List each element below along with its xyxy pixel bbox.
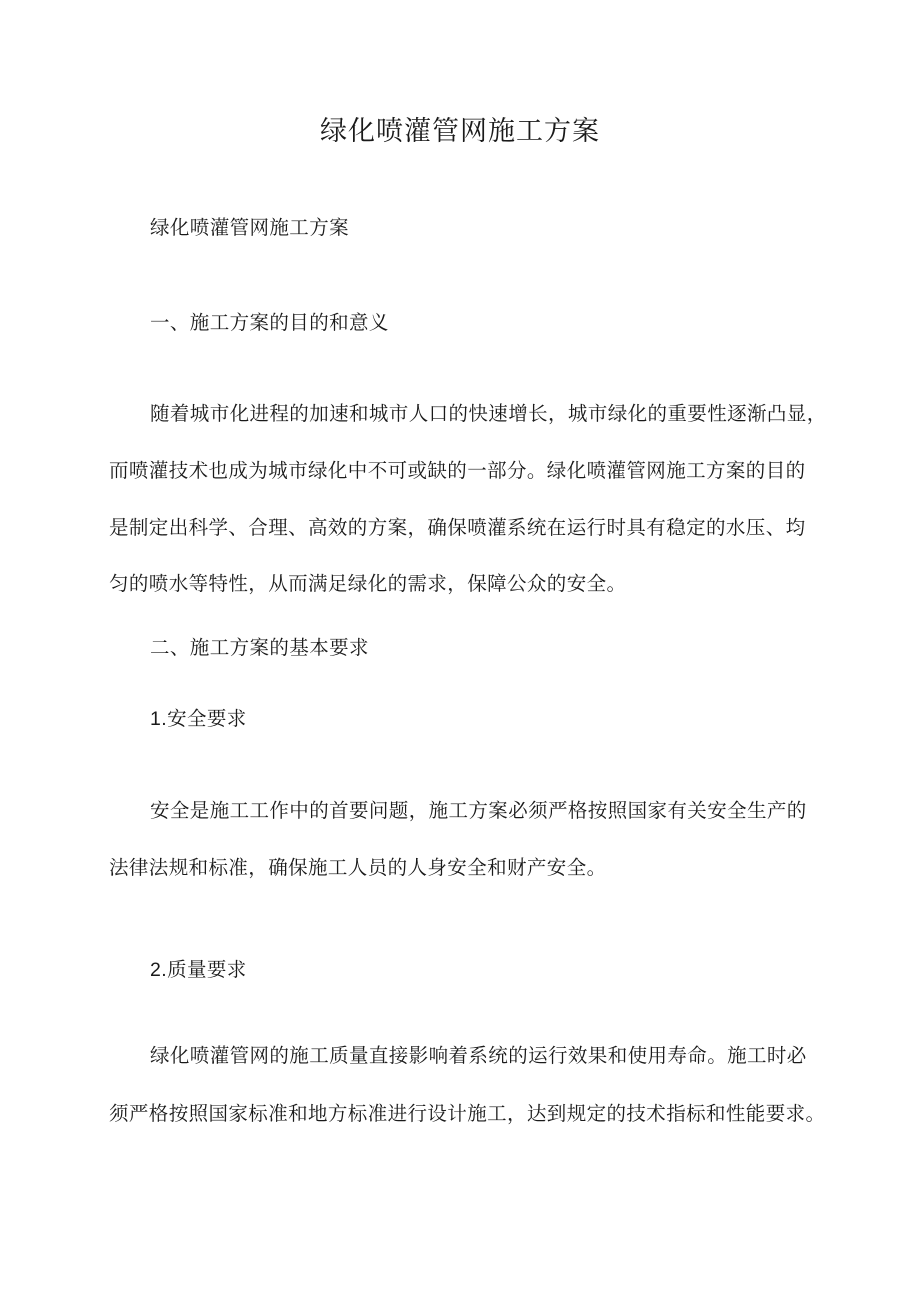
item-1-paragraph-line-2: 法律法规和标准，确保施工人员的人身安全和财产安全。 [109, 856, 607, 879]
item-1-heading [150, 704, 872, 734]
section-1-heading: 一、施工方案的目的和意义 [150, 311, 389, 334]
item-1-label: 安全要求 [167, 707, 247, 730]
item-2-label: 质量要求 [167, 958, 247, 981]
item-1-number: 1. [150, 708, 168, 730]
section-1-paragraph-line-1: 随着城市化进程的加速和城市人口的快速增长，城市绿化的重要性逐渐凸显， [150, 402, 827, 425]
section-1-paragraph-line-2: 而喷灌技术也成为城市绿化中不可或缺的一部分。绿化喷灌管网施工方案的目的 [109, 459, 806, 482]
item-2-paragraph-line-1: 绿化喷灌管网的施工质量直接影响着系统的运行效果和使用寿命。施工时必 [150, 1044, 807, 1067]
section-1-paragraph-line-4: 匀的喷水等特性，从而满足绿化的需求，保障公众的安全。 [109, 572, 627, 595]
item-2-number: 2. [150, 959, 168, 981]
item-2-heading [150, 955, 872, 985]
section-1-paragraph-line-3: 是制定出科学、合理、高效的方案，确保喷灌系统在运行时具有稳定的水压、均 [109, 516, 806, 539]
section-2-heading: 二、施工方案的基本要求 [150, 636, 369, 659]
document-title: 绿化喷灌管网施工方案 [320, 116, 600, 147]
item-1-paragraph-line-1: 安全是施工工作中的首要问题，施工方案必须严格按照国家有关安全生产的 [150, 799, 807, 822]
document-subtitle: 绿化喷灌管网施工方案 [150, 216, 350, 239]
item-2-paragraph-line-2: 须严格按照国家标准和地方标准进行设计施工，达到规定的技术指标和性能要求。 [109, 1102, 826, 1125]
